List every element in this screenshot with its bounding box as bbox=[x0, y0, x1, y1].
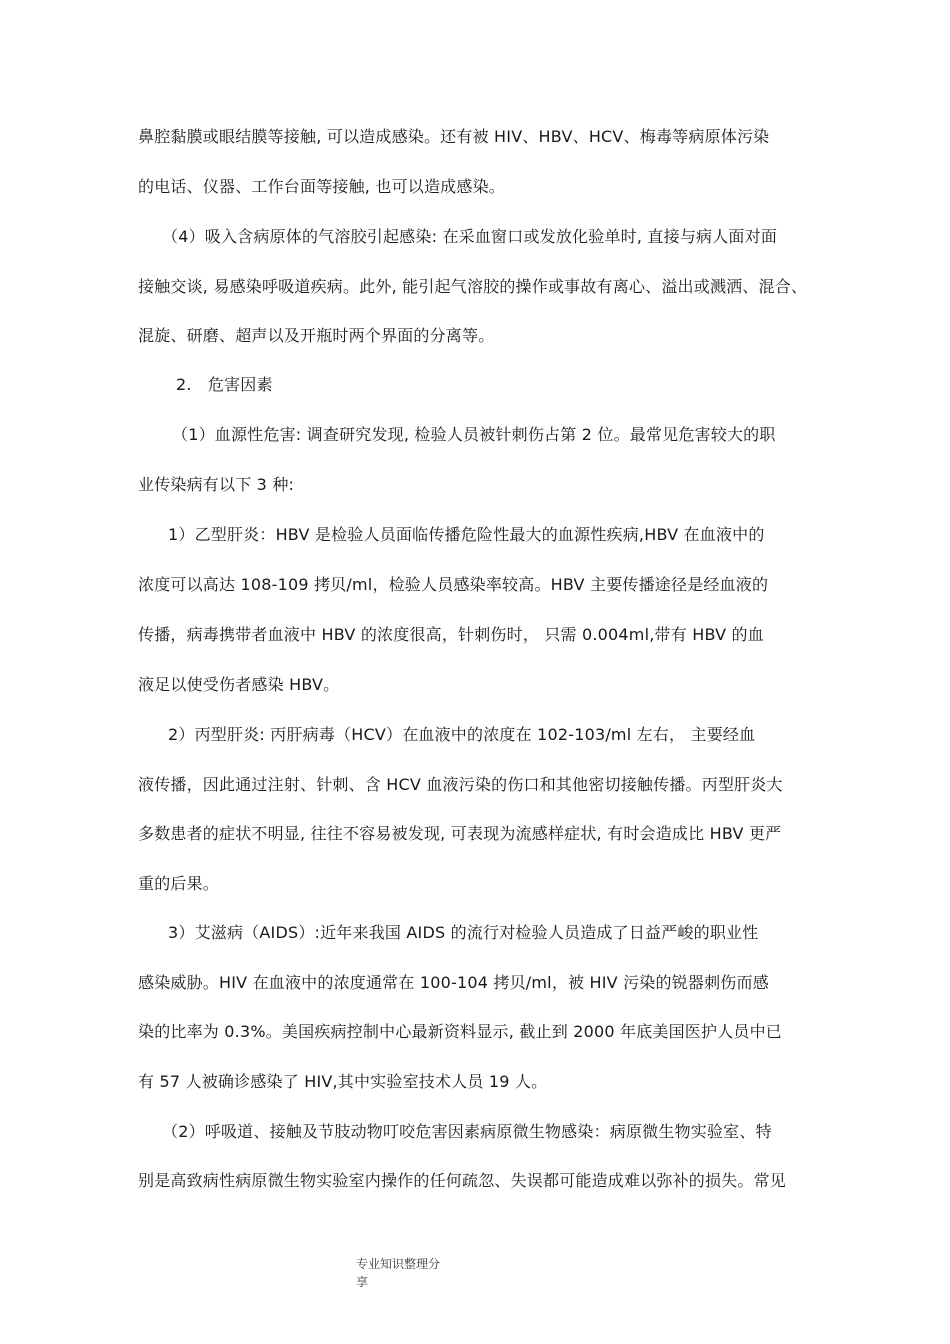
paragraph-line: 鼻腔黏膜或眼结膜等接触, 可以造成感染。还有被 HIV、HBV、HCV、梅毒等病原体污染 bbox=[138, 127, 770, 146]
paragraph-line: 接触交谈, 易感染呼吸道疾病。此外, 能引起气溶胶的操作或事故有离心、溢出或溅洒、混合、 bbox=[138, 277, 808, 296]
paragraph-line: 别是高致病性病原微生物实验室内操作的任何疏忽、失误都可能造成难以弥补的损失。常见 bbox=[138, 1171, 787, 1190]
section-heading: 2. 危害因素 bbox=[176, 375, 273, 394]
paragraph-line: 1）乙型肝炎：HBV 是检验人员面临传播危险性最大的血源性疾病,HBV 在血液中的 bbox=[168, 525, 765, 544]
footer-text: 专业知识整理分 bbox=[356, 1257, 441, 1271]
paragraph-line: 2）丙型肝炎: 丙肝病毒（HCV）在血液中的浓度在 102-103/ml 左右， 主要经血 bbox=[168, 725, 756, 744]
paragraph-line: 3）艾滋病（AIDS）:近年来我国 AIDS 的流行对检验人员造成了日益严峻的职业性 bbox=[168, 923, 759, 942]
paragraph-line: 感染威胁。HIV 在血液中的浓度通常在 100-104 拷贝/ml，被 HIV 污染的锐器刺伤而感 bbox=[138, 973, 769, 992]
paragraph-line: 业传染病有以下 3 种: bbox=[138, 475, 295, 494]
paragraph-line: 液足以使受伤者感染 HBV。 bbox=[138, 675, 340, 694]
paragraph-line: 浓度可以高达 108-109 拷贝/ml，检验人员感染率较高。HBV 主要传播途径是经血液的 bbox=[138, 575, 769, 594]
paragraph-line: 多数患者的症状不明显, 往往不容易被发现, 可表现为流感样症状, 有时会造成比 HBV 更严 bbox=[138, 824, 782, 843]
paragraph-line: 重的后果。 bbox=[138, 874, 220, 893]
paragraph-line: （1）血源性危害: 调查研究发现, 检验人员被针刺伤占第 2 位。最常见危害较大的职 bbox=[172, 425, 776, 444]
paragraph-line: 染的比率为 0.3%。美国疾病控制中心最新资料显示, 截止到 2000 年底美国医护人员中已 bbox=[138, 1022, 782, 1041]
footer-text: 享 bbox=[356, 1275, 369, 1289]
paragraph-line: 有 57 人被确诊感染了 HIV,其中实验室技术人员 19 人。 bbox=[138, 1072, 548, 1091]
paragraph-line: 混旋、研磨、超声以及开瓶时两个界面的分离等。 bbox=[138, 326, 495, 345]
paragraph-line: 的电话、仪器、工作台面等接触, 也可以造成感染。 bbox=[138, 177, 505, 196]
paragraph-line: （2）呼吸道、接触及节肢动物叮咬危害因素病原微生物感染：病原微生物实验室、特 bbox=[162, 1122, 772, 1141]
paragraph-line: （4）吸入含病原体的气溶胶引起感染: 在采血窗口或发放化验单时, 直接与病人面对面 bbox=[162, 227, 778, 246]
paragraph-line: 液传播，因此通过注射、针刺、含 HCV 血液污染的伤口和其他密切接触传播。丙型肝炎大 bbox=[138, 775, 783, 794]
paragraph-line: 传播，病毒携带者血液中 HBV 的浓度很高，针刺伤时， 只需 0.004ml,带有 HBV 的血 bbox=[138, 625, 764, 644]
